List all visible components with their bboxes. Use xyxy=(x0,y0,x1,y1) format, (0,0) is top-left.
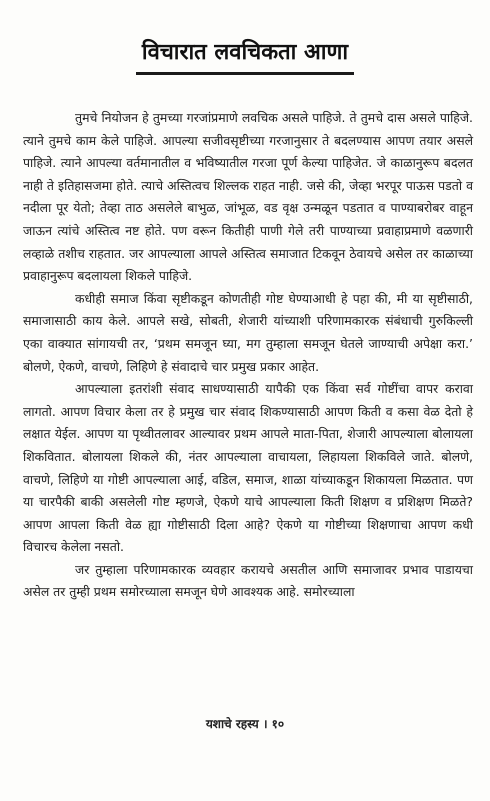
paragraph-4: जर तुम्हाला परिणामकारक व्यवहार करायचे असतील आणि समाजावर प्रभाव पाडायचा असेल तर तुम्ही प्रथम समोरच्याला समजून घेणे आवश्यक आहे. समोरच्याला xyxy=(23,561,473,600)
paragraph-3: आपल्याला इतरांशी संवाद साधण्यासाठी यापैकी एक किंवा सर्व गोष्टींचा वापर करावा लागतो. आपण विचार केला तर हे प्रमुख चार संवाद शिकण्यासाठी आपण किती व कसा वेळ देतो हे लक्षात येईल. आपण या पृथ्वीतलावर आल्यावर प्रथम आपले माता-पिता, शेजारी आपल्याला बोलायला शिकवितात. बोलायला शिकले की, नंतर आपल्याला वाचायला, लिहायला शिकविले जाते. बोलणे, वाचणे, लिहिणे या गोष्टी आपल्याला आई, वडिल, समाज, शाळा यांच्याकडून शिकायला मिळतात. पण या चारपैकी बाकी असलेली गोष्ट म्हणजे, ऐकणे याचे आपल्याला किती शिक्षण व प्रशिक्षण मिळते? आपण आपला किती वेळ ह्या गोष्टीसाठी दिला आहे? ऐकणे या गोष्टीच्या शिक्षणाचा आपण कधी विचारच केलेला नसतो. xyxy=(23,381,473,555)
title-wrap xyxy=(0,38,490,75)
chapter-title: विचारात लवचिकता आणा xyxy=(136,38,354,75)
paragraph-1: तुमचे नियोजन हे तुमच्या गरजांप्रमाणे लवचिक असले पाहिजे. ते तुमचे दास असले पाहिजे. त्याने तुमचे काम केले पाहिजे. आपल्या सजीवसृष्टीच्या गरजानुसार ते बदलण्यास आपण तयार असले पाहिजे. त्याने आपल्या वर्तमानातील व भविष्यातील गरजा पूर्ण केल्या पाहिजेत. जे काळानुरूप बदलत नाही ते इतिहासजमा होते. त्याचे अस्तित्वच शिल्लक राहत नाही. जसे की, जेव्हा भरपूर पाऊस पडतो व नदीला पूर येतो; तेव्हा ताठ असलेले बाभुळ, जांभूळ, वड वृक्ष उन्मळून पडतात व पाण्याबरोबर वाहून जाऊन त्यांचे अस्तित्व नष्ट होते. पण वरून कितीही पाणी गेले तरी पाण्याच्या प्रवाहाप्रमाणे वळणारी लव्हाळे तशीच राहतात. जर आपल्याला आपले अस्तित्व समाजात टिकवून ठेवायचे असेल तर काळाच्या प्रवाहानुरूप बदलायला शिकले पाहिजे. xyxy=(23,110,473,284)
page-footer: यशाचे रहस्य । १० xyxy=(205,717,285,731)
paragraph-2: कधीही समाज किंवा सृष्टीकडून कोणतीही गोष्ट घेण्याआधी हे पहा की, मी या सृष्टीसाठी, समाजासाठी काय केले. आपले सखे, सोबती, शेजारी यांच्याशी परिणामकारक संबंधाची गुरुकिल्ली एका वाक्यात सांगायची तर, ‘प्रथम समजून घ्या, मग तुम्हाला समजून घेतले जाण्याची अपेक्षा करा.’ बोलणे, ऐकणे, वाचणे, लिहिणे हे संवादाचे चार प्रमुख प्रकार आहेत. xyxy=(23,290,473,374)
body-text xyxy=(23,107,473,604)
